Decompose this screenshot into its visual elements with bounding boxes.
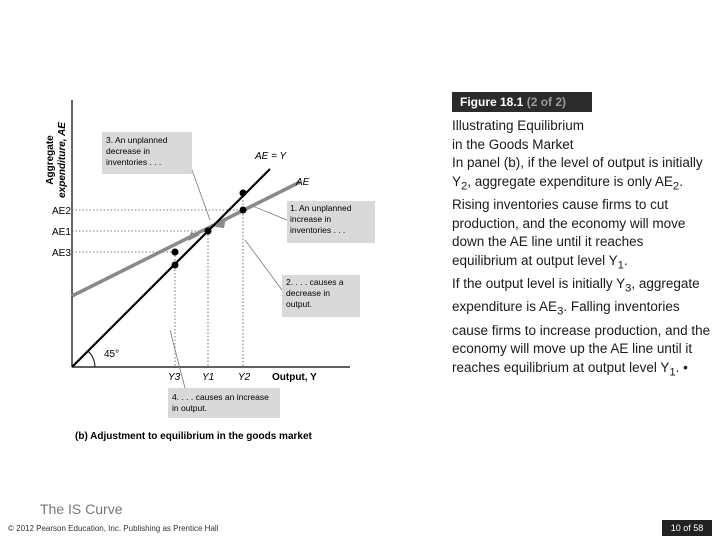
annotation-1-line-3: inventories . . .	[290, 225, 346, 235]
leader-1	[250, 205, 287, 220]
figure-label-sub: (2 of 2)	[526, 95, 567, 109]
caption-body-sub-5: 3	[557, 306, 564, 319]
point-equilibrium	[205, 228, 212, 235]
copyright: © 2012 Pearson Education, Inc. Publishing as Prentice Hall	[8, 524, 219, 533]
x-tick-y3: Y3	[168, 372, 181, 383]
caption-body-text-7: , aggregate expenditure is AE	[452, 276, 700, 315]
annotation-4-line-2: in output.	[172, 403, 207, 413]
caption-title-1: Illustrating Equilibrium	[452, 118, 585, 133]
caption-body-text-9: . •	[675, 359, 688, 375]
caption-body-text-1: In panel (b), if the level of output is initially Y	[452, 155, 703, 189]
point-y3-on-45	[172, 262, 179, 269]
caption-body-sub-2: 2	[672, 180, 680, 193]
annotation-1-line-2: increase in	[290, 214, 332, 224]
series-label-ae: AE	[296, 177, 310, 188]
caption-body-text-5: .	[623, 252, 628, 268]
caption-body-text-6: If the output level is initially Y	[452, 276, 626, 292]
chart-title: (b) Adjustment to equilibrium in the goods market	[75, 431, 312, 442]
caption-body-text-8: . Falling inventories cause firms to increase production, and the economy will move up the AE line until it reaches equilibrium at output level Y	[452, 299, 711, 375]
point-y2-on-ae	[240, 207, 247, 214]
slide-title: The IS Curve	[40, 501, 123, 517]
caption-body-text-3: .	[679, 173, 683, 189]
x-axis-label: Output, Y	[272, 372, 317, 383]
y-axis-label-2: expenditure, AE	[57, 122, 68, 198]
x-tick-y1: Y1	[202, 372, 215, 383]
annotation-4-line-1: 4. . . . causes an increase	[172, 392, 269, 402]
annotation-2-line-1: 2. . . . causes a	[286, 277, 344, 287]
y-tick-ae2: AE2	[52, 206, 71, 217]
figure-caption	[452, 117, 712, 382]
leader-2	[245, 240, 282, 290]
series-label-45: AE = Y	[255, 151, 287, 162]
caption-body	[452, 154, 712, 382]
equilibrium-chart	[0, 80, 440, 540]
page-number: 10 of 58	[662, 520, 712, 536]
y-axis-label-1: Aggregate	[45, 135, 56, 185]
caption-body-sub-3: 1	[617, 259, 624, 272]
angle-arc	[88, 351, 95, 367]
ae-equals-y-line	[72, 169, 270, 367]
ae-line	[72, 182, 300, 296]
caption-body-sub-6: 1	[669, 366, 676, 379]
annotation-1-line-1: 1. An unplanned	[290, 203, 352, 213]
angle-label: 45°	[104, 349, 120, 360]
caption-body-sub-1: 2	[461, 180, 468, 193]
caption-body-text-2: , aggregate expenditure is only AE	[467, 173, 673, 189]
caption-body-sub-4: 3	[625, 282, 632, 295]
leader-3	[192, 170, 210, 220]
x-tick-y2: Y2	[238, 372, 251, 383]
annotation-3-line-2: decrease in	[106, 146, 150, 156]
point-y2-on-45	[240, 190, 247, 197]
figure-number: Figure 18.1	[460, 95, 524, 109]
caption-title-2: in the Goods Market	[452, 136, 574, 152]
annotation-2-line-3: output.	[286, 299, 312, 309]
annotation-2-line-2: decrease in	[286, 288, 330, 298]
y-tick-ae1: AE1	[52, 227, 71, 238]
annotation-3-line-1: 3. An unplanned	[106, 135, 168, 145]
figure-label	[452, 92, 592, 112]
y-tick-ae3: AE3	[52, 248, 71, 259]
point-y3-on-ae	[172, 249, 179, 256]
annotation-3-line-3: inventories . . .	[106, 157, 162, 167]
caption-body-text-4: Rising inventories cause firms to cut production, and the economy will move down the AE line until it reaches equilibrium at output level Y	[452, 197, 686, 268]
